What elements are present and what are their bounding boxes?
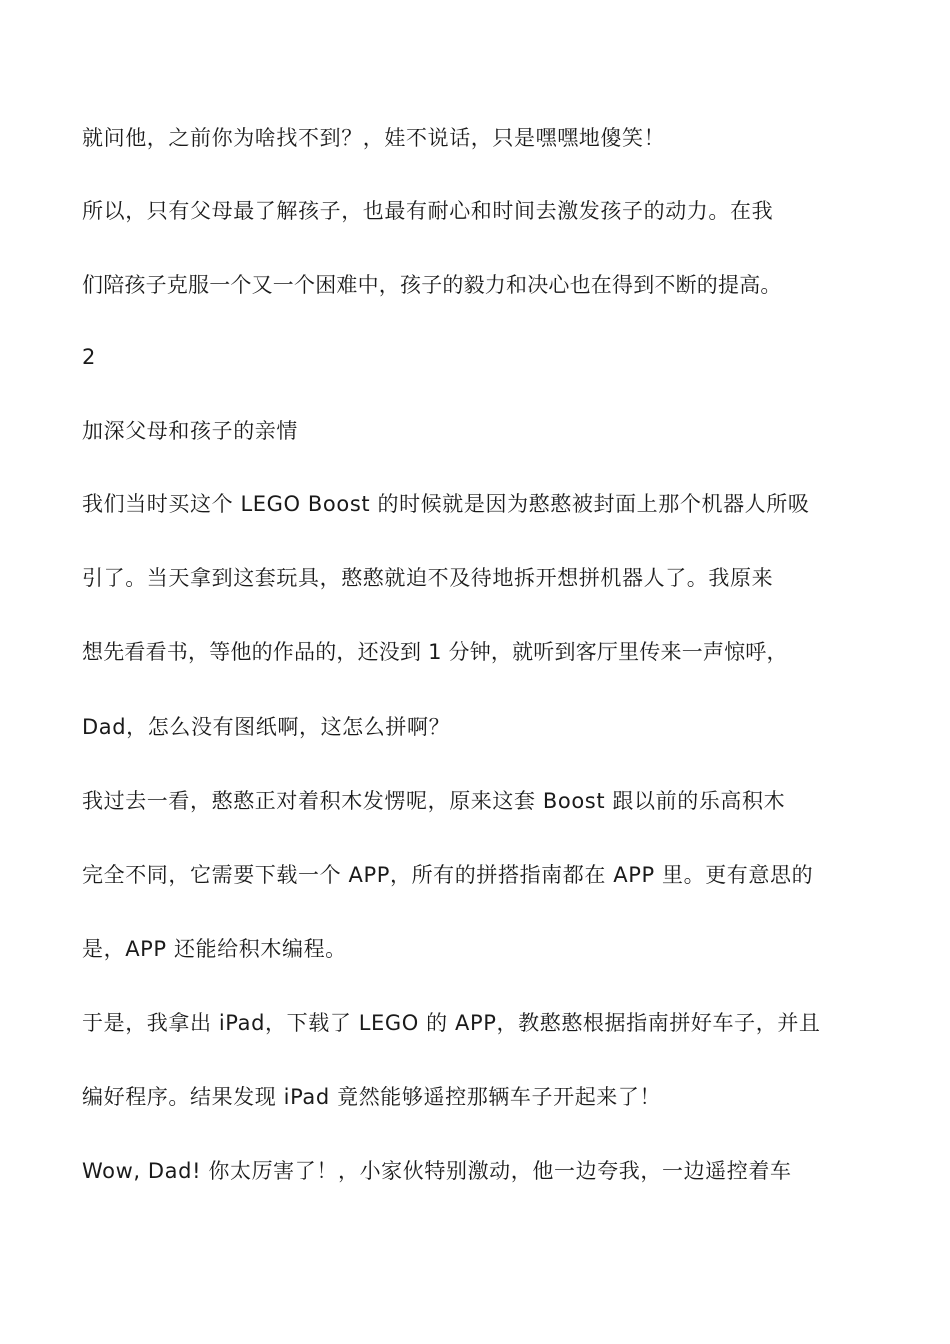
text-line: 于是，我拿出 iPad，下载了 LEGO 的 APP，教憨憨根据指南拼好车子，并且: [82, 1011, 821, 1035]
text-line: 就问他，之前你为啥找不到？，娃不说话，只是嘿嘿地傻笑！: [82, 126, 666, 150]
text-line: Dad，怎么没有图纸啊，这怎么拼啊？: [82, 715, 451, 739]
text-line: Wow, Dad! 你太厉害了！，小家伙特别激动，他一边夸我，一边遥控着车: [82, 1159, 792, 1183]
text-line: 完全不同，它需要下载一个 APP，所有的拼搭指南都在 APP 里。更有意思的: [82, 863, 814, 887]
text-line: 引了。当天拿到这套玩具，憨憨就迫不及待地拆开想拼机器人了。我原来: [82, 566, 774, 590]
text-line: 我过去一看，憨憨正对着积木发愣呢，原来这套 Boost 跟以前的乐高积木: [82, 789, 786, 813]
text-line: 想先看看书，等他的作品的，还没到 1 分钟，就听到客厅里传来一声惊呼，: [82, 640, 788, 664]
text-line: 是，APP 还能给积木编程。: [82, 937, 347, 961]
text-line: 所以，只有父母最了解孩子，也最有耐心和时间去激发孩子的动力。在我: [82, 199, 774, 223]
text-line: 们陪孩子克服一个又一个困难中，孩子的毅力和决心也在得到不断的提高。: [82, 273, 782, 297]
section-heading: 加深父母和孩子的亲情: [82, 419, 298, 443]
text-line: 我们当时买这个 LEGO Boost 的时候就是因为憨憨被封面上那个机器人所吸: [82, 492, 810, 516]
text-line: 编好程序。结果发现 iPad 竟然能够遥控那辆车子开起来了！: [82, 1085, 662, 1109]
section-number: 2: [82, 345, 96, 369]
